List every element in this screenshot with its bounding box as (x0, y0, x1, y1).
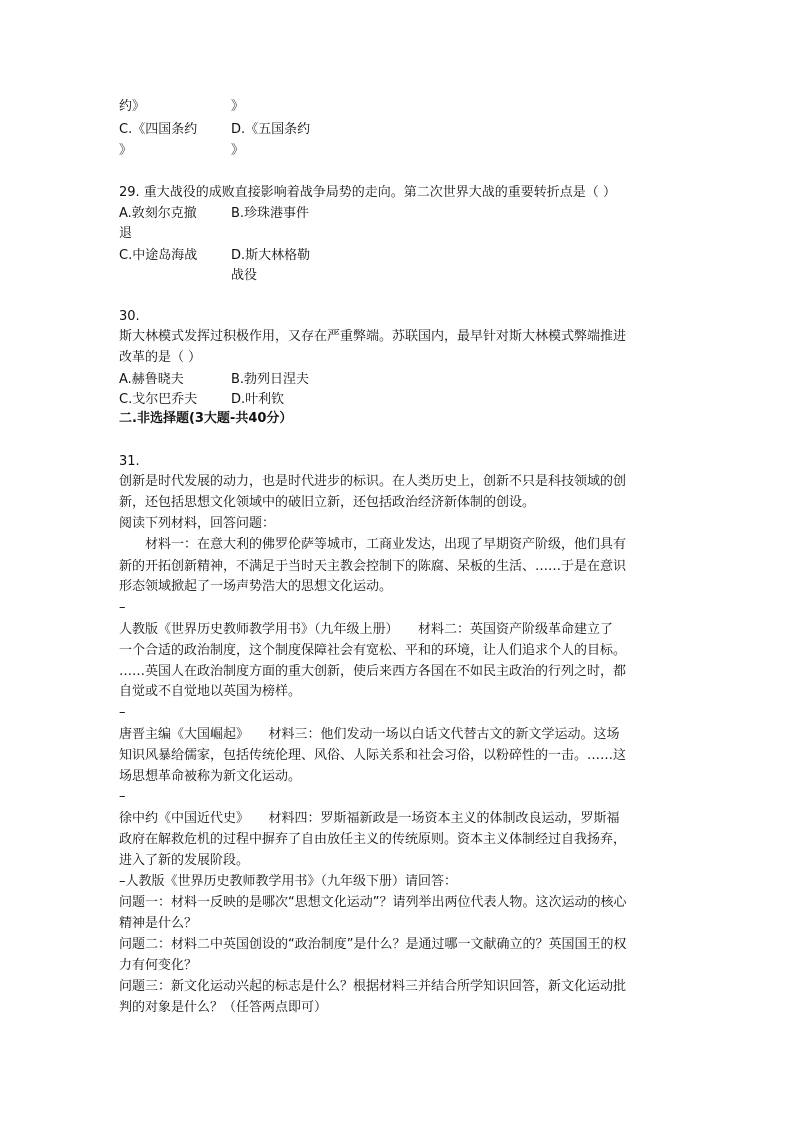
separator-dash: – (119, 600, 126, 615)
material-3-line-1: 唐晋主编《大国崛起》 材料三：他们发动一场以白话文代替古文的新文学运动。这场 (119, 727, 620, 742)
q30-stem-2: 改革的是（ ） (119, 350, 202, 365)
question-1-line-2: 精神是什么？ (119, 916, 198, 931)
q30-option-d: D.叶利钦 (231, 392, 285, 407)
material-1-line-3: 形态领域掀起了一场声势浩大的思想文化运动。 (119, 579, 393, 594)
q28-option-b-tail: 约》 (119, 99, 146, 114)
q29-option-b: B.珍珠港事件 (231, 206, 310, 221)
q29-option-d: D.斯大林格勒 (231, 248, 311, 263)
material-1-line-1: 材料一：在意大利的佛罗伦萨等城市，工商业发达，出现了早期资产阶级，他们具有 (145, 537, 627, 552)
question-2-line-1: 问题二：材料二中英国创设的“政治制度”是什么？是通过哪一文献确立的？英国国王的权 (119, 937, 627, 952)
q29-option-a-tail: 退 (119, 226, 133, 241)
q30-option-c: C.戈尔巴乔夫 (119, 392, 198, 407)
q29-option-d-tail: 战役 (231, 268, 258, 283)
material-4-source: –人教版《世界历史教师教学用书》（九年级下册）请回答： (119, 874, 458, 889)
q28-option-c-tail: 》 (119, 143, 133, 158)
material-2-line-4: 自觉或不自觉地以英国为榜样。 (119, 684, 302, 699)
material-2-line-3: ……英国人在政治制度方面的重大创新，使后来西方各国在不如民主政治的行列之时，都 (119, 664, 627, 679)
q29-stem: 29. 重大战役的成败直接影响着战争局势的走向。第二次世界大战的重要转折点是（ ） (119, 185, 616, 200)
q30-option-a: A.赫鲁晓夫 (119, 372, 184, 387)
q28-option-d: D.《五国条约 (231, 122, 311, 137)
material-2-line-1: 人教版《世界历史教师教学用书》（九年级上册） 材料二：英国资产阶级革命建立了 (119, 622, 614, 637)
q30-stem-1: 斯大林模式发挥过积极作用，又存在严重弊端。苏联国内，最早针对斯大林模式弊端推进 (119, 329, 627, 344)
separator-dash: – (119, 789, 126, 804)
q29-option-a: A.敦刻尔克撤 (119, 206, 197, 221)
separator-dash: – (119, 705, 126, 720)
q31-number: 31. (119, 454, 140, 469)
q28-option-b-tail-2: 》 (231, 99, 245, 114)
material-2-line-2: 一个合适的政治制度，这个制度保障社会有宽松、平和的环境，让人们追求个人的目标。 (119, 643, 627, 658)
q30-number: 30. (119, 309, 140, 324)
material-3-line-3: 场思想革命被称为新文化运动。 (119, 769, 302, 784)
q29-option-c: C.中途岛海战 (119, 248, 198, 263)
question-3-line-1: 问题三：新文化运动兴起的标志是什么？根据材料三并结合所学知识回答，新文化运动批 (119, 979, 627, 994)
q30-option-b: B.勃列日涅夫 (231, 372, 310, 387)
q31-intro-1: 创新是时代发展的动力，也是时代进步的标识。在人类历史上，创新不只是科技领域的创 (119, 474, 627, 489)
question-3-line-2: 判的对象是什么？（任答两点即可） (119, 1000, 328, 1015)
material-1-line-2: 新的开拓创新精神，不满足于当时天主教会控制下的陈腐、呆板的生活、……于是在意识 (119, 559, 627, 574)
q28-option-d-tail: 》 (231, 143, 245, 158)
material-3-line-2: 知识风暴给儒家，包括传统伦理、风俗、人际关系和社会习俗，以粉碎性的一击。……这 (119, 748, 627, 763)
section-title: 二.非选择题(3大题-共40分） (119, 411, 293, 426)
material-4-line-1: 徐中约《中国近代史》 材料四：罗斯福新政是一场资本主义的体制改良运动，罗斯福 (119, 811, 620, 826)
q31-intro-2: 新，还包括思想文化领域中的破旧立新，还包括政治经济新体制的创设。 (119, 495, 536, 510)
q28-option-c: C.《四国条约 (119, 122, 198, 137)
q31-instruction: 阅读下列材料，回答问题： (119, 516, 276, 531)
question-2-line-2: 力有何变化？ (119, 958, 198, 973)
question-1-line-1: 问题一：材料一反映的是哪次“思想文化运动”？请列举出两位代表人物。这次运动的核心 (119, 895, 627, 910)
material-4-line-3: 进入了新的发展阶段。 (119, 853, 250, 868)
material-4-line-2: 政府在解救危机的过程中摒弃了自由放任主义的传统原则。资本主义体制经过自我扬弃， (119, 832, 627, 847)
